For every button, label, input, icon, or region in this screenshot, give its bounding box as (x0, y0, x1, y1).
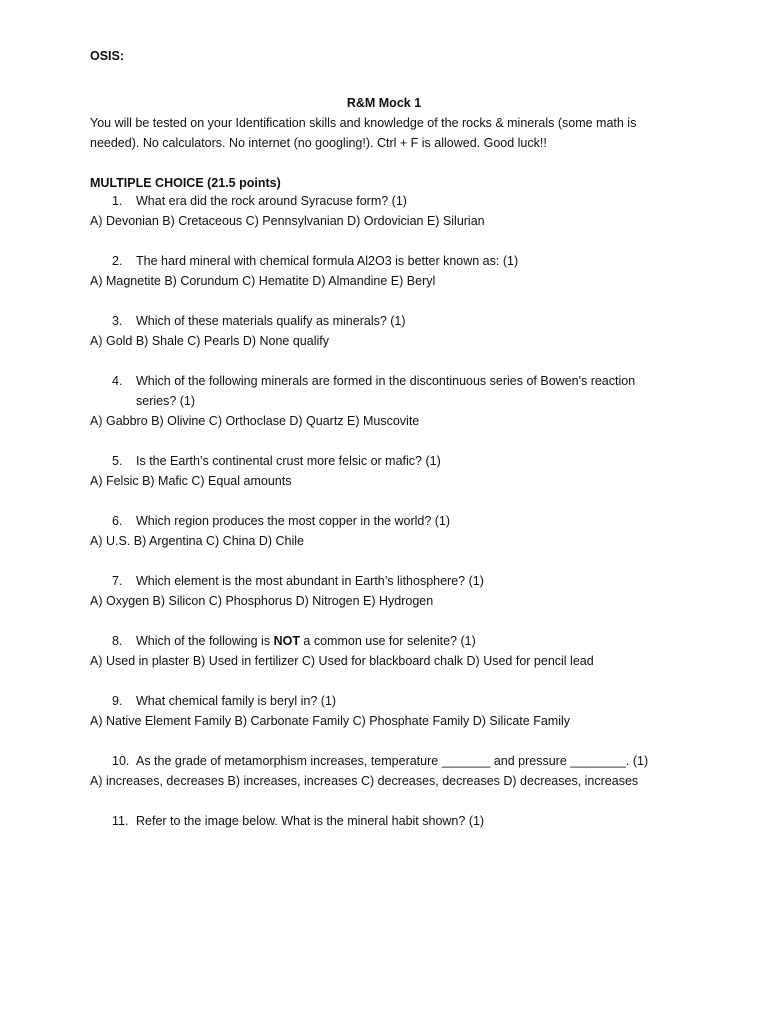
intro-line-2: needed). No calculators. No internet (no googling!). Ctrl + F is allowed. Good luck!! (90, 136, 547, 150)
answer-choices-7: A) Oxygen B) Silicon C) Phosphorus D) Nitrogen E) Hydrogen (90, 594, 434, 608)
answer-choices-4: A) Gabbro B) Olivine C) Orthoclase D) Quartz E) Muscovite (90, 414, 420, 428)
question-6 (112, 513, 450, 529)
question-number: 7. (112, 574, 123, 588)
question-number: 8. (112, 634, 123, 648)
question-11 (112, 813, 484, 829)
question-number: 2. (112, 254, 123, 268)
document-title: R&M Mock 1 (346, 96, 422, 110)
question-4-continuation: series? (1) (136, 394, 196, 408)
question-text: Which of the following minerals are formed in the discontinuous series of Bowen's reaction (136, 374, 636, 388)
osis-label: OSIS: (90, 49, 125, 63)
question-text: What chemical family is beryl in? (1) (136, 694, 337, 708)
answer-choices-3: A) Gold B) Shale C) Pearls D) None qualify (90, 334, 329, 348)
question-number: 11. (112, 814, 129, 828)
question-number: 10. (112, 754, 130, 768)
question-text-before: Which of the following is (136, 634, 274, 648)
question-number: 4. (112, 374, 123, 388)
question-3 (112, 313, 406, 329)
question-1 (112, 193, 407, 209)
question-text: What era did the rock around Syracuse form? (1) (136, 194, 407, 208)
answer-choices-8: A) Used in plaster B) Used in fertilizer C) Used for blackboard chalk D) Used for pencil lead (90, 654, 594, 668)
answer-choices-10: A) increases, decreases B) increases, increases C) decreases, decreases D) decreases, increases (90, 774, 639, 788)
question-text: The hard mineral with chemical formula Al2O3 is better known as: (1) (136, 254, 519, 268)
question-text: Is the Earth’s continental crust more felsic or mafic? (1) (136, 454, 441, 468)
question-text: Refer to the image below. What is the mineral habit shown? (1) (136, 814, 485, 828)
question-7 (112, 573, 484, 589)
question-number: 5. (112, 454, 123, 468)
question-5 (112, 453, 441, 469)
question-number: 6. (112, 514, 123, 528)
question-number: 9. (112, 694, 123, 708)
question-number: 1. (112, 194, 123, 208)
intro-line-1: You will be tested on your Identification skills and knowledge of the rocks & minerals (some math is (90, 116, 637, 130)
question-text: Which element is the most abundant in Earth’s lithosphere? (1) (136, 574, 484, 588)
question-4 (112, 373, 635, 389)
answer-choices-2: A) Magnetite B) Corundum C) Hematite D) Almandine E) Beryl (90, 274, 436, 288)
question-2 (112, 253, 518, 269)
question-text: Which region produces the most copper in the world? (1) (136, 514, 451, 528)
answer-choices-9: A) Native Element Family B) Carbonate Family C) Phosphate Family D) Silicate Family (90, 714, 570, 728)
question-text: As the grade of metamorphism increases, temperature _______ and pressure ________. (1) (136, 754, 649, 768)
question-number: 3. (112, 314, 123, 328)
question-10 (112, 753, 648, 769)
question-8 (112, 633, 476, 649)
question-text-after: a common use for selenite? (1) (299, 634, 476, 648)
answer-choices-5: A) Felsic B) Mafic C) Equal amounts (90, 474, 292, 488)
answer-choices-6: A) U.S. B) Argentina C) China D) Chile (90, 534, 304, 548)
question-9 (112, 693, 336, 709)
answer-choices-1: A) Devonian B) Cretaceous C) Pennsylvanian D) Ordovician E) Silurian (90, 214, 485, 228)
question-text: Which of these materials qualify as minerals? (1) (136, 314, 406, 328)
section-heading: MULTIPLE CHOICE (21.5 points) (90, 176, 281, 190)
question-text-emphasis: NOT (273, 634, 300, 648)
